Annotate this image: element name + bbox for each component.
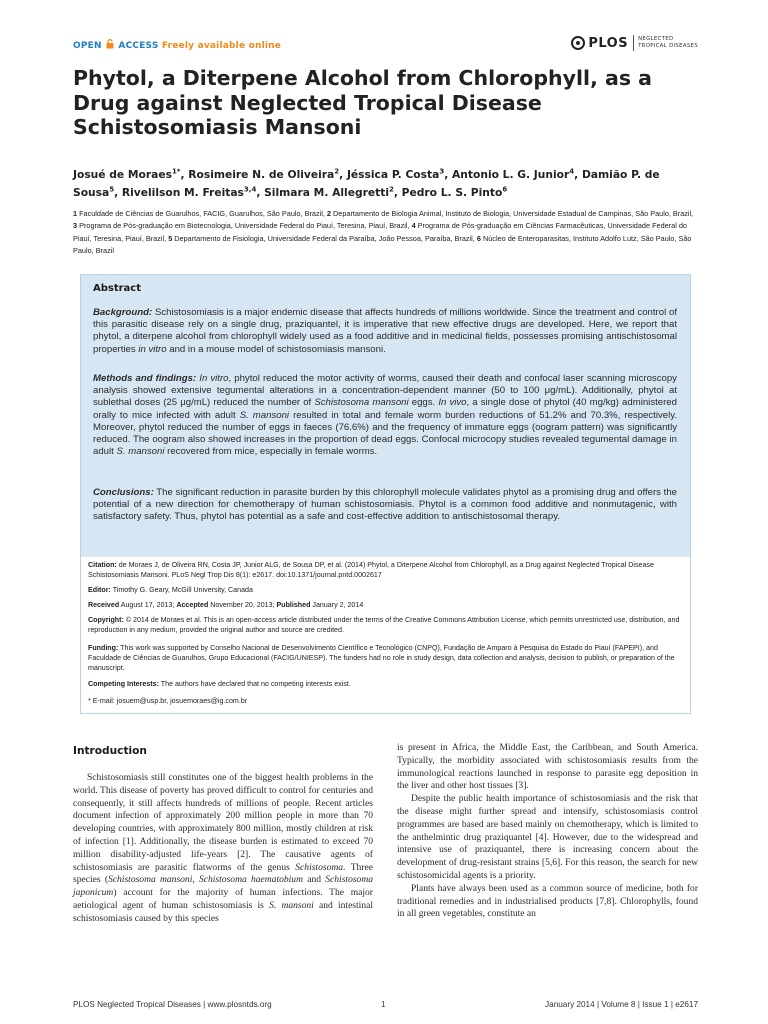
methods-text-a: , phytol reduced the motor activity of worms, caused their death and confocal laser scanning microscopy analysis showed extensive tegumental alterations in a concentration-dependent manner (50 to 100 μg/mL). Additionally, phytol at sublethal doses (25 μg/mL) reduced the number of (93, 373, 677, 409)
methods-label: Methods and findings: (93, 373, 197, 384)
author-name: Josué de Moraes (73, 168, 172, 181)
editor-line (88, 585, 686, 595)
author-name: Silmara M. Allegretti (264, 186, 389, 199)
copyright-line (88, 615, 686, 635)
affiliation-text: Programa de Pós-graduação em Biotecnologia, Universidade Federal do Piauí, Teresina, Piauí, Brazil, (77, 221, 412, 231)
introduction-left-column (73, 772, 373, 926)
author-affiliation-mark: 6 (502, 185, 508, 194)
freely-available-label: Freely available online (161, 41, 282, 51)
page-footer (73, 1000, 698, 1014)
affiliations (73, 208, 698, 257)
affiliation-text: Departamento de Fisiologia, Universidade Federal da Paraíba, João Pessoa, Paraíba, Brazil, (172, 233, 477, 243)
methods-species-1: Schistosoma mansoni (314, 397, 409, 409)
footer-issue: January 2014 | Volume 8 | Issue 1 | e2617 (545, 1000, 698, 1009)
page-number: 1 (381, 1000, 386, 1009)
methods-text-d: resulted in total and female worm burden reductions of 51.2% and 70.3%, respectively. Moreover, phytol reduced the number of eggs in faeces (76.6%) and the frequency of immature eggs (oogram pattern) was significantly reduced. The oogram also showed increases in the proportion of dead eggs. Confocal microcopy studies revealed tegumental damage in adult (93, 409, 677, 458)
author-separator: , (256, 186, 265, 199)
copyright-text: © 2014 de Moraes et al. This is an open-access article distributed under the terms of the Creative Commons Attribution License, which permits unrestricted use, distribution, and reproduction in any medium, provided the original author and source are credited. (88, 616, 680, 635)
background-text-a: Schistosomiasis is a major endemic disease that affects hundreds of millions worldwide. Since the treatment and control of this parasitic disease rely on a single drug, praziquantel, it is imperative that new effective drugs are developed. Here, we report that phytol, a diterpene alcohol from chlorophyll widely used as a food additive and in medicinal fields, possesses promising antischistosomal properties (93, 307, 677, 355)
affiliation-text: Departamento de Biologia Animal, Instituto de Biologia, Universidade Estadual de Campinas, São Paulo, Brazil, (330, 209, 694, 218)
author-separator: , (339, 168, 347, 181)
affiliation-number: 1 (73, 209, 78, 218)
affiliation-text: Núcleo de Enteroparasitas, Instituto Adolfo Lutz, São Paulo, São Paulo, Brazil (73, 233, 692, 255)
affiliation-number: 5 (168, 233, 173, 243)
article-title: Phytol, a Diterpene Alcohol from Chlorophyll, as a Drug against Neglected Tropical Disease Schistosomiasis Mansoni (73, 66, 652, 139)
background-label: Background: (93, 307, 153, 318)
affiliation-text: Programa de Pós-graduação em Ciências Farmacêuticas, Universidade Federal do Piauí, Teresina, Piauí, Brazil, (73, 221, 687, 243)
intro-text-b: . Three species ( (73, 861, 373, 886)
intro-paragraph-2: Despite the public health importance of schistosomiasis and the risk that the disease might further spread and intensify, schistosomiasis control programmes are based are based mainly on chemotherapy, which is limited to the anthelmintic drug praziquantel [4]. However, due to the widespread and intensive use of praziquantel, there is increasing concern about the development of drug-resistant strains [5,6]. For this reason, the search for new schistosomicidal agents is a priority. (397, 793, 698, 881)
abstract-background (93, 307, 677, 356)
author-name: Antonio L. G. Junior (452, 168, 570, 181)
received-text: August 17, 2013; (119, 601, 177, 609)
plos-logo (571, 32, 698, 54)
abstract-methods (93, 373, 677, 458)
journal-subtitle (638, 36, 698, 49)
intro-text-c: and (302, 874, 326, 886)
citation-text: de Moraes J, de Oliveira RN, Costa JP, Junior ALG, de Sousa DP, et al. (2014) Phytol, a Diterpene Alcohol from Chlorophyll, as a Drug against Neglected Tropical Disease Schistosomiasis Mansoni. PLoS Negl Trop Dis 8(1): e2617. doi:10.1371/journal.pntd.0002617 (88, 561, 654, 580)
open-access-label: OPEN (73, 41, 102, 51)
author-list (73, 166, 703, 202)
background-in-vitro: in vitro (138, 343, 167, 355)
journal-subtitle-line1: NEGLECTED (638, 36, 674, 43)
abstract-box (80, 274, 691, 559)
copyright-label: Copyright: (88, 616, 124, 624)
author-affiliation-mark: 4 (569, 167, 575, 176)
logo-divider (633, 35, 634, 51)
open-access-badge (73, 39, 281, 52)
methods-species-3: S. mansoni (116, 446, 165, 458)
editor-text: Timothy G. Geary, McGill University, Canada (110, 586, 253, 594)
author-separator: , (393, 186, 402, 199)
open-lock-icon (106, 39, 114, 52)
background-text-b: and in a mouse model of schistosomiasis mansoni. (166, 343, 386, 355)
intro-species-1: Schistosoma mansoni, Schistosoma haematobium (108, 874, 303, 886)
affiliation-number: 2 (326, 209, 331, 218)
author-name: Pedro L. S. Pinto (401, 186, 503, 199)
dates-line (88, 600, 686, 610)
author-separator: , (180, 168, 189, 181)
author-name: Damião P. de Sousa (73, 168, 660, 199)
author-name: Rosimeire N. de Oliveira (188, 168, 335, 181)
citation-line (88, 560, 686, 580)
intro-text-d: ) account for the majority of human infections. The major aetiological agent of human schistosomiasis is (73, 887, 373, 911)
introduction-right-column (397, 742, 698, 921)
author-affiliation-mark: 3,4 (243, 185, 257, 194)
methods-in-vitro: In vitro (199, 373, 229, 384)
affiliation-number: 4 (411, 221, 416, 231)
competing-label: Competing Interests: (88, 680, 159, 688)
intro-species-2: Schistosoma japonicum (73, 874, 374, 899)
author-affiliation-mark: 2 (334, 167, 340, 176)
author-name: Rivelilson M. Freitas (121, 186, 244, 199)
author-affiliation-mark: 3 (439, 167, 445, 176)
accepted-text: November 20, 2013; (208, 601, 277, 609)
author-separator: , (114, 186, 122, 199)
intro-paragraph-continued: is present in Africa, the Middle East, the Caribbean, and South America. Typically, the morbidity associated with schistosomiasis results from the immunological reactions launched in response to parasite egg deposition in the liver and other host tissues [3]. (397, 742, 698, 792)
conclusions-label: Conclusions: (93, 487, 154, 498)
intro-species-3: S. mansoni (269, 899, 314, 911)
funding-line (88, 643, 686, 674)
intro-text-a: Schistosomiasis still constitutes one of the biggest health problems in the world. This disease of poverty has proved difficult to control for centuries and consequently, it still affects hundreds of millions of people. Recent articles document infection of approximately 200 million people in more than 70 developing countries, with approximately 800 million, mostly children at risk of infection [1]. Additionally, the disease burden is estimated to exceed 70 million disability-adjusted life-years [2]. The causative agents of schistosomiasis are parasitic flatworms of the genus (73, 772, 373, 873)
access-label: ACCESS (118, 41, 159, 51)
introduction-heading: Introduction (73, 745, 147, 757)
editor-label: Editor: (88, 586, 111, 594)
email-line[interactable]: * E-mail: josuem@usp.br, josuemoraes@ig.com.br (88, 697, 248, 705)
abstract-conclusions (93, 487, 677, 524)
citation-label: Citation: (88, 561, 117, 569)
affiliation-number: 6 (476, 233, 481, 243)
author-affiliation-mark: 2 (389, 185, 394, 194)
methods-species-2: S. mansoni (239, 409, 290, 421)
journal-header (73, 36, 698, 56)
funding-label: Funding: (88, 644, 119, 652)
affiliation-text: Faculdade de Ciências de Guarulhos, FACIG, Guarulhos, São Paulo, Brazil, (77, 209, 327, 218)
methods-in-vivo: In vivo (438, 397, 467, 409)
funding-text: This work was supported by Conselho Nacional de Desenvolvimento Científico e Tecnológico (CNPQ), Fundação de Amparo à Pesquisa do Estado do Piauí (FAPEPI), and Faculdade de Ciências de Guarulhos, Grupo Educacional (FACIG/UNIESP). The funders had no role in study design, data collection and analysis, decision to publish, or preparation of the manuscript. (88, 644, 675, 673)
published-label: Published (276, 601, 311, 609)
methods-text-b: eggs. (408, 397, 439, 409)
plos-circle-icon (571, 36, 585, 50)
author-separator: , (444, 168, 452, 181)
published-text: January 2, 2014 (310, 601, 364, 609)
affiliation-number: 3 (73, 221, 78, 231)
competing-interests-line (88, 679, 686, 689)
conclusions-text: The significant reduction in parasite burden by this chlorophyll molecule validates phytol as a promising drug and offers the potential of a new direction for chemotherapy of human schistosomiasis. Phytol is a common food additive and nonmutagenic, with satisfactory safety. Thus, phytol has potential as a safe and cost-effective addition to antischistosomal therapy. (93, 487, 677, 523)
received-label: Received (88, 601, 120, 609)
author-affiliation-mark: 1* (171, 167, 181, 176)
intro-genus: Schistosoma (295, 861, 344, 873)
footer-journal: PLOS Neglected Tropical Diseases | www.plosntds.org (73, 1000, 272, 1009)
author-affiliation-mark: 5 (109, 185, 115, 194)
competing-text: The authors have declared that no competing interests exist. (158, 680, 351, 688)
methods-text-e: recovered from mice, especially in female worms. (164, 446, 378, 458)
journal-subtitle-line2: TROPICAL DISEASES (638, 43, 698, 49)
citation-box (80, 557, 691, 714)
abstract-heading: Abstract (93, 283, 142, 294)
plos-wordmark: PLOS (588, 35, 629, 51)
author-name: Jéssica P. Costa (346, 168, 440, 181)
intro-paragraph-3: Plants have always been used as a common source of medicine, both for traditional remedies and in industrialised products [7,8]. Chlorophylls, found in all green vegetables, constitute an (397, 882, 698, 920)
methods-text-c: , a single dose of phytol (40 mg/kg) administered orally to mice infected with adult (93, 397, 677, 421)
accepted-label: Accepted (176, 601, 209, 609)
intro-text-e: and intestinal schistosomiasis caused by this species (73, 899, 373, 924)
author-separator: , (574, 168, 582, 181)
